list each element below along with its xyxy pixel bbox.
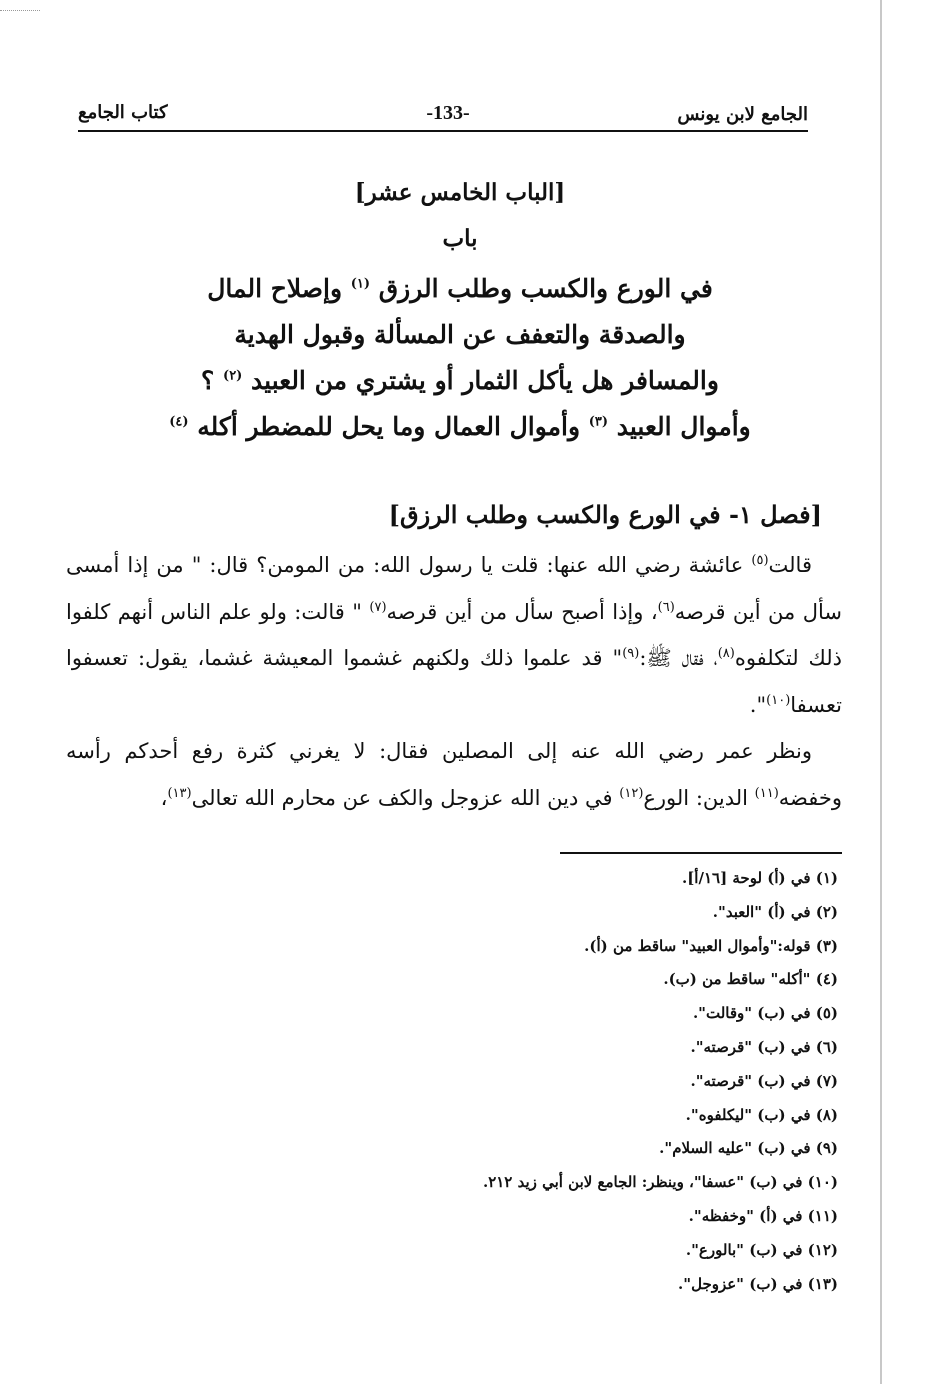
body-paragraph — [66, 728, 842, 821]
section-heading: [فصل ١- في الورع والكسب وطلب الرزق] — [388, 500, 822, 529]
paragraph-text: ". — [749, 692, 767, 717]
chapter-heading — [100, 176, 820, 450]
footnote-marker: (٨) — [717, 646, 735, 661]
header-book-title: الجامع لابن يونس — [677, 104, 808, 125]
body-text — [66, 542, 842, 821]
body-paragraph — [66, 542, 842, 728]
title-text: وإصلاح المال — [207, 274, 343, 303]
running-header — [78, 100, 808, 132]
title-text: في الورع والكسب وطلب الرزق — [378, 274, 713, 303]
footnote-marker: (٣) — [588, 414, 609, 430]
title-text: والصدقة والتعفف عن المسألة وقبول الهدية — [234, 320, 686, 349]
paragraph-text: ، وإذا أصبح سأل من أين قرصه — [386, 599, 658, 624]
title-text: ؟ — [201, 366, 215, 395]
footnote-item: (٨) في (ب) "ليكلفوه". — [685, 1105, 838, 1124]
footnote-item: (١٠) في (ب) "عسفا"، وينظر: الجامع لابن أبي زيد ٢١٢. — [482, 1173, 838, 1192]
footnote-item: (١٣) في (ب) "عزوجل". — [678, 1274, 838, 1293]
chapter-label: [الباب الخامس عشر] — [354, 179, 566, 206]
paragraph-text: " قالت: ولو علم الناس أنهم كلفوا ذلك لتكلفوه — [66, 599, 842, 670]
footnote-item: (١) في (أ) لوحة [١٦/أ]. — [681, 869, 838, 887]
scan-edge-line — [880, 0, 882, 1384]
scan-corner-mark — [0, 0, 40, 11]
footnote-marker: (٦) — [657, 599, 675, 615]
footnote-item: (٦) في (ب) "قرصته". — [690, 1037, 838, 1056]
footnote-marker: (١) — [350, 276, 371, 292]
header-section-title: كتاب الجامع — [78, 102, 168, 123]
footnote-marker: (٥) — [751, 553, 769, 568]
chapter-title-line — [100, 312, 820, 358]
footnote-item: (٩) في (ب) "عليه السلام". — [659, 1139, 838, 1158]
title-text: وأموال العبيد — [616, 412, 751, 441]
paragraph-text: قالت — [768, 553, 812, 577]
footnote-marker: (١٠) — [766, 692, 791, 708]
title-text: وأموال العمال وما يحل للمضطر أكله — [197, 412, 581, 441]
footnote-item: (١١) في (أ) "وخفظه". — [688, 1206, 838, 1225]
footnote-item: (٢) في (أ) "العبد". — [712, 902, 838, 921]
footnote-marker: (١٣) — [167, 785, 192, 801]
chapter-title-line — [100, 358, 820, 404]
paragraph-text: الدين: الورع — [643, 785, 755, 810]
paragraph-text: في دين الله عزوجل والكف عن محارم الله تعالى — [191, 785, 620, 810]
bab-label: باب — [442, 225, 478, 252]
footnote-item: (١٢) في (ب) "بالورع". — [685, 1240, 838, 1259]
chapter-title-line — [100, 404, 820, 450]
footnote-marker: (٩) — [622, 646, 640, 661]
footnote-item: (٤) "أكله" ساقط من (ب). — [663, 970, 838, 989]
paragraph-text: ، — [160, 785, 168, 810]
chapter-title-line — [100, 266, 820, 312]
title-text: والمسافر هل يأكل الثمار أو يشتري من العبيد — [251, 366, 719, 395]
paragraph-text: ونظر عمر رضي الله عنه إلى المصلين فقال: لا يغرني كثرة رفع أحدكم رأسه وخفضه — [66, 739, 842, 810]
footnote-marker: (١٢) — [619, 785, 644, 801]
footnote-marker: (١١) — [754, 785, 779, 801]
footnote-marker: (٤) — [169, 414, 189, 430]
footnote-marker: (٧) — [369, 599, 387, 615]
footnotes-list — [238, 862, 838, 1301]
footnote-marker: (٢) — [223, 368, 243, 384]
footnote-item: (٧) في (ب) "قرصته". — [690, 1071, 838, 1090]
footnote-item: (٥) في (ب) "وقالت". — [692, 1004, 838, 1023]
footnote-item: (٣) قوله:"وأموال العبيد" ساقط من (أ). — [584, 936, 838, 955]
page-number: -133- — [426, 102, 470, 124]
paragraph-text: ، فقال ﷺ: — [639, 646, 718, 670]
paragraph-text: عائشة رضي الله عنها: قلت يا رسول الله: من المومن؟ قال: " من إذا أمسى سأل من أين قرصه — [66, 553, 842, 624]
footnote-separator — [560, 852, 842, 854]
paragraph-text: " قد علموا ذلك ولكنهم غشموا المعيشة غشما، يقول: تعسفوا تعسفا — [66, 646, 842, 717]
